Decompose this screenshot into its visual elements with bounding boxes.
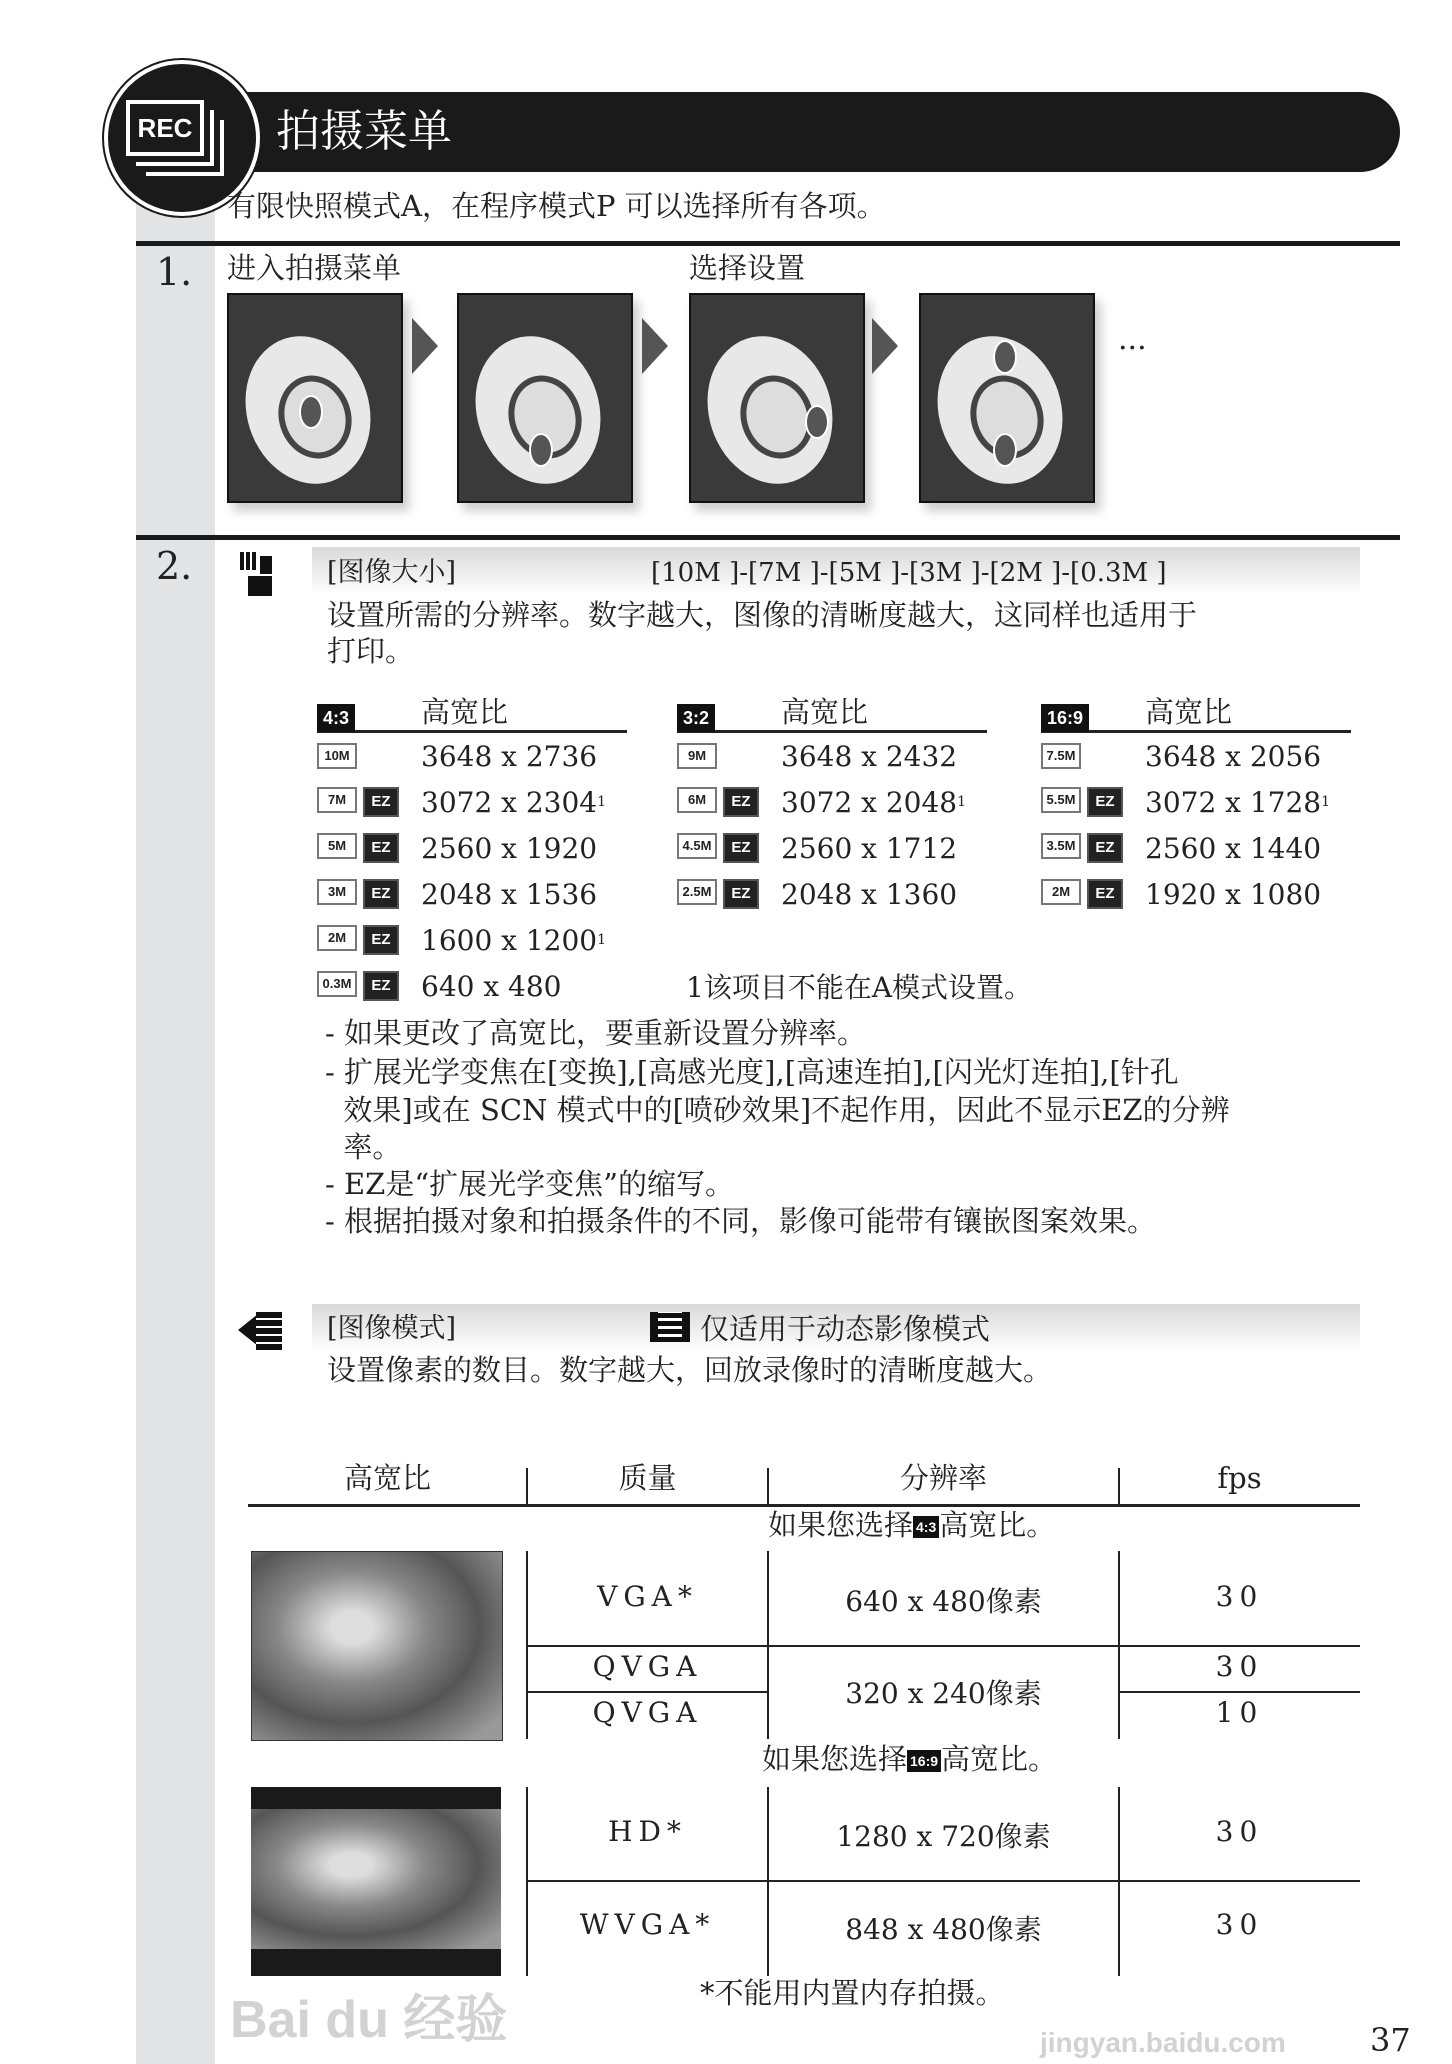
- resolution-row: [1041, 733, 1351, 779]
- fps-cell: 30: [1215, 1908, 1264, 1941]
- aspect-icon: 3:2: [677, 704, 715, 732]
- resolution-value: 640 x 480: [421, 969, 562, 1003]
- quality-cell: WVGA*: [579, 1908, 716, 1941]
- resolution-row: [317, 779, 627, 825]
- ez-icon: EZ: [723, 833, 759, 863]
- picture-mode-desc: 设置像素的数目。数字越大，回放录像时的清晰度越大。: [327, 1353, 1053, 1387]
- resolution-value: 3072 x 1728: [1145, 785, 1322, 819]
- image-size-icon: [240, 552, 290, 597]
- bullet-note: - 根据拍摄对象和拍摄条件的不同，影像可能带有镶嵌图案效果。: [325, 1204, 1157, 1238]
- footnote-mark: 1: [597, 794, 607, 810]
- footnote-mark: 1: [1321, 794, 1331, 810]
- quality-cell: HD*: [608, 1815, 687, 1848]
- step-number: 2.: [156, 544, 193, 588]
- arrow-right-icon: [642, 318, 668, 374]
- resolution-row: [317, 917, 627, 963]
- resolution-value: 2560 x 1712: [781, 831, 958, 865]
- ez-icon: EZ: [363, 925, 399, 955]
- aspect-table-header: [677, 690, 987, 733]
- aspect-43-icon: 4:3: [913, 1516, 939, 1538]
- resolution-row: [677, 825, 987, 871]
- resolution-value: 3072 x 2048: [781, 785, 958, 819]
- resolution-cell: 640 x 480像素: [845, 1585, 1042, 1618]
- resolution-value: 3072 x 2304: [421, 785, 598, 819]
- footnote: 1该项目不能在A模式设置。: [686, 971, 1033, 1004]
- fps-cell: 10: [1215, 1696, 1264, 1729]
- resolution-value: 1600 x 1200: [421, 923, 598, 957]
- resolution-row: [317, 825, 627, 871]
- mode-note: 有限快照模式A，在程序模式P 可以选择所有各项。: [227, 189, 886, 223]
- section-caption-43: 如果您选择 4:3 高宽比。: [768, 1508, 1056, 1542]
- size-icon: 4.5M: [677, 833, 717, 859]
- footnote-mark: 1: [597, 932, 607, 948]
- aspect-label: 高宽比: [421, 695, 509, 729]
- aspect-icon: 16:9: [1041, 704, 1089, 732]
- resolution-row: [1041, 871, 1351, 917]
- size-icon: 7.5M: [1041, 743, 1081, 769]
- resolution-cell: 320 x 240像素: [845, 1677, 1042, 1710]
- footnote-mark: 1: [957, 794, 967, 810]
- aspect-label: 高宽比: [1145, 695, 1233, 729]
- resolution-value: 3648 x 2736: [421, 739, 598, 773]
- image-size-label: [图像大小]: [327, 557, 457, 588]
- ez-icon: EZ: [1087, 787, 1123, 817]
- aspect-table-header: [1041, 690, 1351, 733]
- bullet-note: - 扩展光学变焦在[变换],[高感光度],[高速连拍],[闪光灯连拍],[针孔: [325, 1055, 1179, 1089]
- size-icon: 5.5M: [1041, 787, 1081, 813]
- fps-cell: 30: [1215, 1580, 1264, 1613]
- section-caption-169: 如果您选择 16:9 高宽比。: [762, 1742, 1058, 1776]
- ez-icon: EZ: [363, 971, 399, 1001]
- resolution-row: [317, 871, 627, 917]
- ez-icon: EZ: [1087, 879, 1123, 909]
- resolution-row: [1041, 825, 1351, 871]
- image-size-options: [10M ]-[7M ]-[5M ]-[3M ]-[2M ]-[0.3M ]: [651, 558, 1167, 588]
- bullet-note: - EZ是“扩展光学变焦”的缩写。: [325, 1167, 734, 1201]
- resolution-value: 1920 x 1080: [1145, 877, 1322, 911]
- divider: [136, 535, 1400, 540]
- picture-mode-note: 仅适用于动态影像模式: [700, 1312, 991, 1346]
- aspect-table-4-3: [317, 690, 627, 1009]
- resolution-cell: 848 x 480像素: [845, 1913, 1042, 1946]
- resolution-value: 2560 x 1920: [421, 831, 598, 865]
- resolution-row: [317, 733, 627, 779]
- page-title: 拍摄菜单: [276, 106, 452, 157]
- size-icon: 7M: [317, 787, 357, 813]
- bullet-note: 率。: [325, 1130, 402, 1164]
- size-icon: 0.3M: [317, 971, 357, 997]
- size-icon: 3.5M: [1041, 833, 1081, 859]
- ez-icon: EZ: [363, 833, 399, 863]
- ez-icon: EZ: [363, 879, 399, 909]
- divider: [136, 241, 1400, 246]
- fps-cell: 30: [1215, 1815, 1264, 1848]
- movie-mode-icon: [650, 1312, 690, 1342]
- bullet-note: - 如果更改了高宽比，要重新设置分辨率。: [325, 1016, 867, 1050]
- resolution-row: [677, 779, 987, 825]
- table-footnote: *不能用内置内存拍摄。: [700, 1976, 1005, 2010]
- resolution-value: 2048 x 1536: [421, 877, 598, 911]
- resolution-value: 3648 x 2056: [1145, 739, 1322, 773]
- resolution-value: 2048 x 1360: [781, 877, 958, 911]
- resolution-row: [677, 733, 987, 779]
- picture-mode-label: [图像模式]: [327, 1313, 457, 1344]
- ellipsis: ...: [1118, 322, 1147, 357]
- step-label-enter: 进入拍摄菜单: [227, 251, 402, 285]
- resolution-row: [677, 871, 987, 917]
- aspect-label: 高宽比: [781, 695, 869, 729]
- bullet-note: 效果]或在 SCN 模式中的[喷砂效果]不起作用，因此不显示EZ的分辨: [325, 1093, 1230, 1127]
- step-number: 1.: [156, 250, 193, 294]
- aspect-table-16-9: [1041, 690, 1351, 917]
- resolution-value: 2560 x 1440: [1145, 831, 1322, 865]
- col-header-resolution: 分辨率: [899, 1461, 987, 1495]
- page-number: 37: [1370, 2021, 1411, 2059]
- col-header-aspect: 高宽比: [343, 1461, 431, 1495]
- baidu-watermark: Bai du 经验: [230, 1991, 508, 2049]
- ez-icon: EZ: [1087, 833, 1123, 863]
- aspect-icon: 4:3: [317, 704, 355, 732]
- aspect-169-icon: 16:9: [907, 1750, 941, 1772]
- camera-dial-image: [227, 293, 403, 503]
- col-header-fps: fps: [1217, 1461, 1262, 1495]
- camera-dial-image: [689, 293, 865, 503]
- quality-cell: VGA*: [597, 1580, 698, 1613]
- quality-cell: QVGA: [592, 1650, 703, 1683]
- picture-mode-icon: [238, 1306, 290, 1354]
- side-strip: [136, 200, 215, 2064]
- size-icon: 2M: [317, 925, 357, 951]
- size-icon: 2M: [1041, 879, 1081, 905]
- resolution-value: 3648 x 2432: [781, 739, 958, 773]
- quality-cell: QVGA: [592, 1696, 703, 1729]
- ez-icon: EZ: [363, 787, 399, 817]
- sample-photo-43: [251, 1551, 503, 1741]
- fps-cell: 30: [1215, 1650, 1264, 1683]
- col-header-quality: 质量: [618, 1461, 677, 1495]
- image-size-desc: 设置所需的分辨率。数字越大，图像的清晰度越大，这同样也适用于: [327, 598, 1198, 632]
- camera-dial-image: [919, 293, 1095, 503]
- size-icon: 2.5M: [677, 879, 717, 905]
- watermark-url: jingyan.baidu.com: [1040, 2027, 1286, 2058]
- step-label-select: 选择设置: [689, 251, 806, 285]
- arrow-right-icon: [872, 318, 898, 374]
- size-icon: 6M: [677, 787, 717, 813]
- sample-photo-169: [251, 1787, 501, 1976]
- size-icon: 5M: [317, 833, 357, 859]
- size-icon: 3M: [317, 879, 357, 905]
- size-icon: 9M: [677, 743, 717, 769]
- image-size-desc: 打印。: [327, 634, 415, 668]
- size-icon: 10M: [317, 743, 357, 769]
- ez-icon: EZ: [723, 879, 759, 909]
- rec-icon: REC: [126, 100, 204, 156]
- arrow-right-icon: [412, 318, 438, 374]
- resolution-cell: 1280 x 720像素: [836, 1820, 1051, 1853]
- resolution-row: [317, 963, 627, 1009]
- aspect-table-header: [317, 690, 627, 733]
- ez-icon: EZ: [723, 787, 759, 817]
- camera-dial-image: [457, 293, 633, 503]
- resolution-row: [1041, 779, 1351, 825]
- aspect-table-3-2: [677, 690, 987, 917]
